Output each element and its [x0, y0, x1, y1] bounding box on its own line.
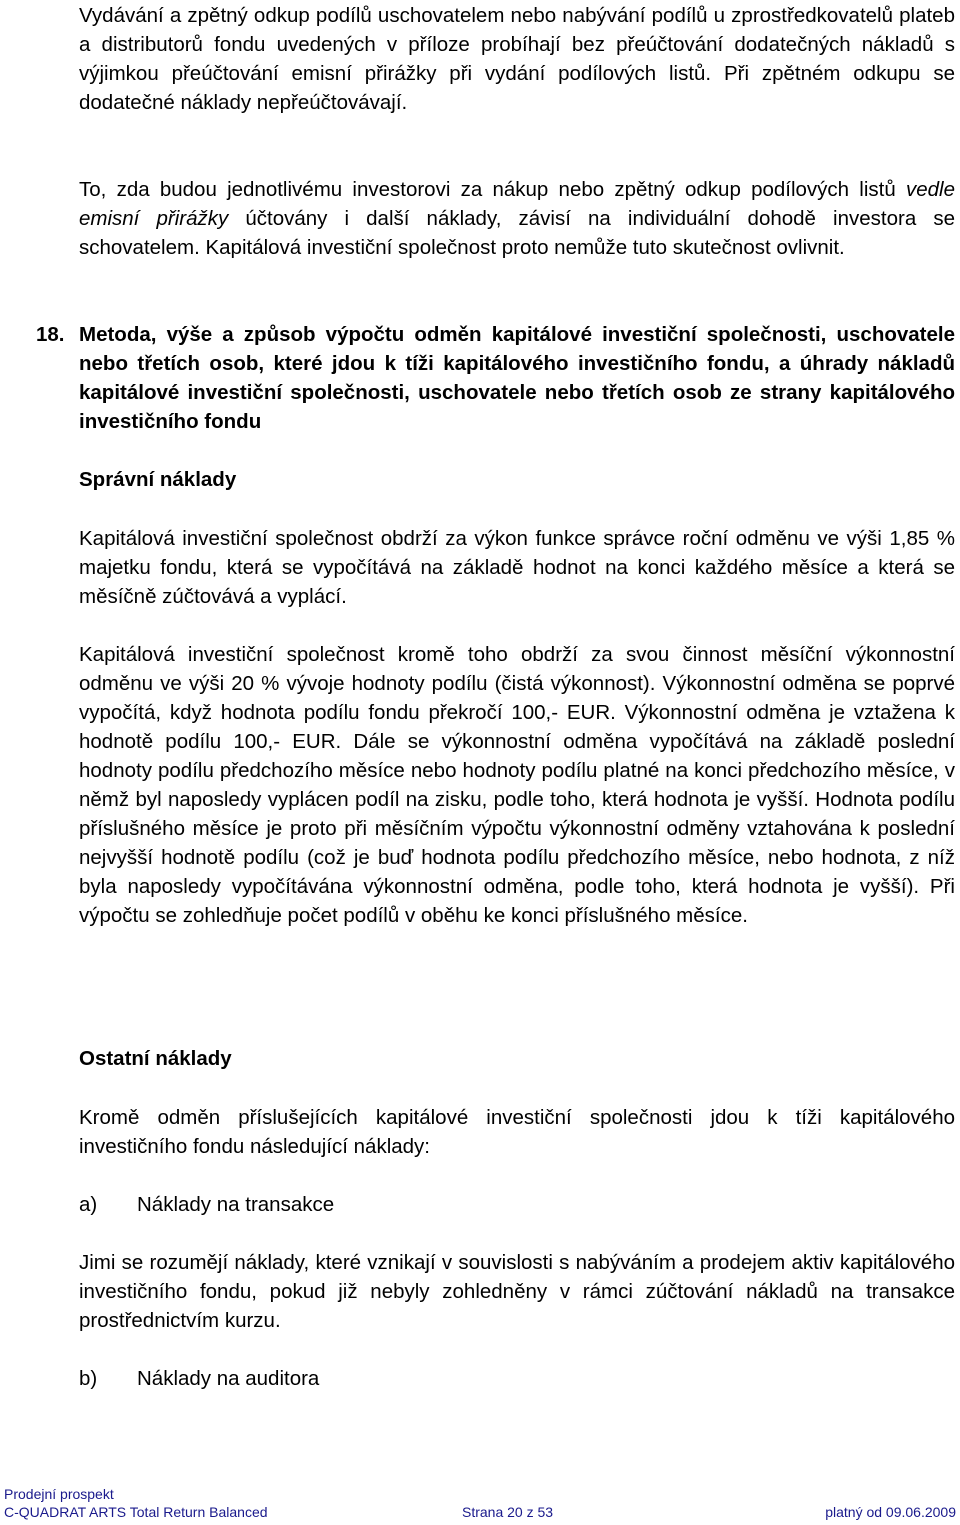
paragraph-additional-costs-end: účtovány i další náklady, závisí na individuální dohodě investora se schovatelem. Kapitálová investiční společnost proto nemůže tuto skutečnost ovlivnit. [79, 207, 955, 259]
paragraph-issuance-redemption: Vydávání a zpětný odkup podílů uschovatelem nebo nabývání podílů u zprostředkovatelů plateb a distributorů fondu uvedených v příloze probíhají bez přeúčtování dodatečných nákladů s výjimkou přeúčtování emisní přirážky při vydání podílových listů. Při zpětném odkupu se dodatečné náklady nepřeúčtovávají. [79, 4, 955, 114]
list-item-a-letter: a) [79, 1193, 98, 1216]
footer-info-line [4, 1504, 956, 1521]
footer-doc-type: Prodejní prospekt [4, 1486, 114, 1502]
heading-administrative-costs: Správní náklady [79, 468, 237, 491]
list-item-b-text: Náklady na auditora [137, 1367, 320, 1390]
paragraph-additional-costs [79, 175, 955, 262]
paragraph-other-costs-intro: Kromě odměn příslušejících kapitálové investiční společnosti jdou k tíži kapitálového investičního fondu následující náklady: [79, 1106, 955, 1158]
paragraph-performance-fee: Kapitálová investiční společnost kromě toho obdrží za svou činnost měsíční výkonnostní odměnu ve výši 20 % vývoje hodnoty podílu (čistá výkonnost). Výkonnostní odměna se poprvé vypočítá, když hodnota podílu fondu překročí 100,- EUR. Výkonnostní odměna je vztažena k hodnotě podílu 100,- EUR. Dále se výkonnostní odměna vypočítává na základě poslední hodnoty podílu předchozího měsíce nebo hodnoty podílu platné na konci předchozího měsíce, v němž byl naposledy vyplácen podíl na zisku, podle toho, která hodnota je vyšší. Hodnota podílu příslušného měsíce je proto při měsíčním výpočtu výkonnostní odměny vztahována k poslední nejvyšší hodnotě podílu (což je buď hodnota podílu předchozího měsíce, nebo hodnota, z níž byla naposledy vypočítávána výkonnostní odměna, podle toho, která hodnota je vyšší). Při výpočtu se zohledňuje počet podílů v oběhu ke konci příslušného měsíce. [79, 643, 955, 927]
heading-other-costs: Ostatní náklady [79, 1047, 232, 1070]
footer-fund-name: C-QUADRAT ARTS Total Return Balanced [4, 1504, 268, 1520]
list-item-b-letter: b) [79, 1367, 98, 1390]
section-number: 18. [36, 323, 65, 346]
paragraph-management-fee: Kapitálová investiční společnost obdrží za výkon funkce správce roční odměnu ve výši 1,85 % majetku fondu, která se vypočítává na základě hodnot na konci každého měsíce a která se měsíčně zúčtovává a vyplácí. [79, 527, 955, 608]
footer-page-number: Strana 20 z 53 [462, 1504, 554, 1520]
footer-valid-from: platný od 09.06.2009 [825, 1504, 956, 1520]
paragraph-transaction-costs: Jimi se rozumějí náklady, které vznikají v souvislosti s nabýváním a prodejem aktiv kapitálového investičního fondu, pokud již nebyly zohledněny v rámci zúčtování nákladů na transakce prostřednictvím kurzu. [79, 1251, 955, 1332]
paragraph-additional-costs-start: To, zda budou jednotlivému investorovi za nákup nebo zpětný odkup podílových listů [79, 178, 906, 201]
paragraph-additional-costs-italic: vedle emisní přirážky [79, 178, 955, 230]
section-title: Metoda, výše a způsob výpočtu odměn kapitálové investiční společnosti, uschovatele nebo třetích osob, které jdou k tíži kapitálového investičního fondu, a úhrady nákladů kapitálové investiční společnosti, uschovatele nebo třetích osob ze strany kapitálového investičního fondu [79, 323, 955, 433]
list-item-a-text: Náklady na transakce [137, 1193, 335, 1216]
